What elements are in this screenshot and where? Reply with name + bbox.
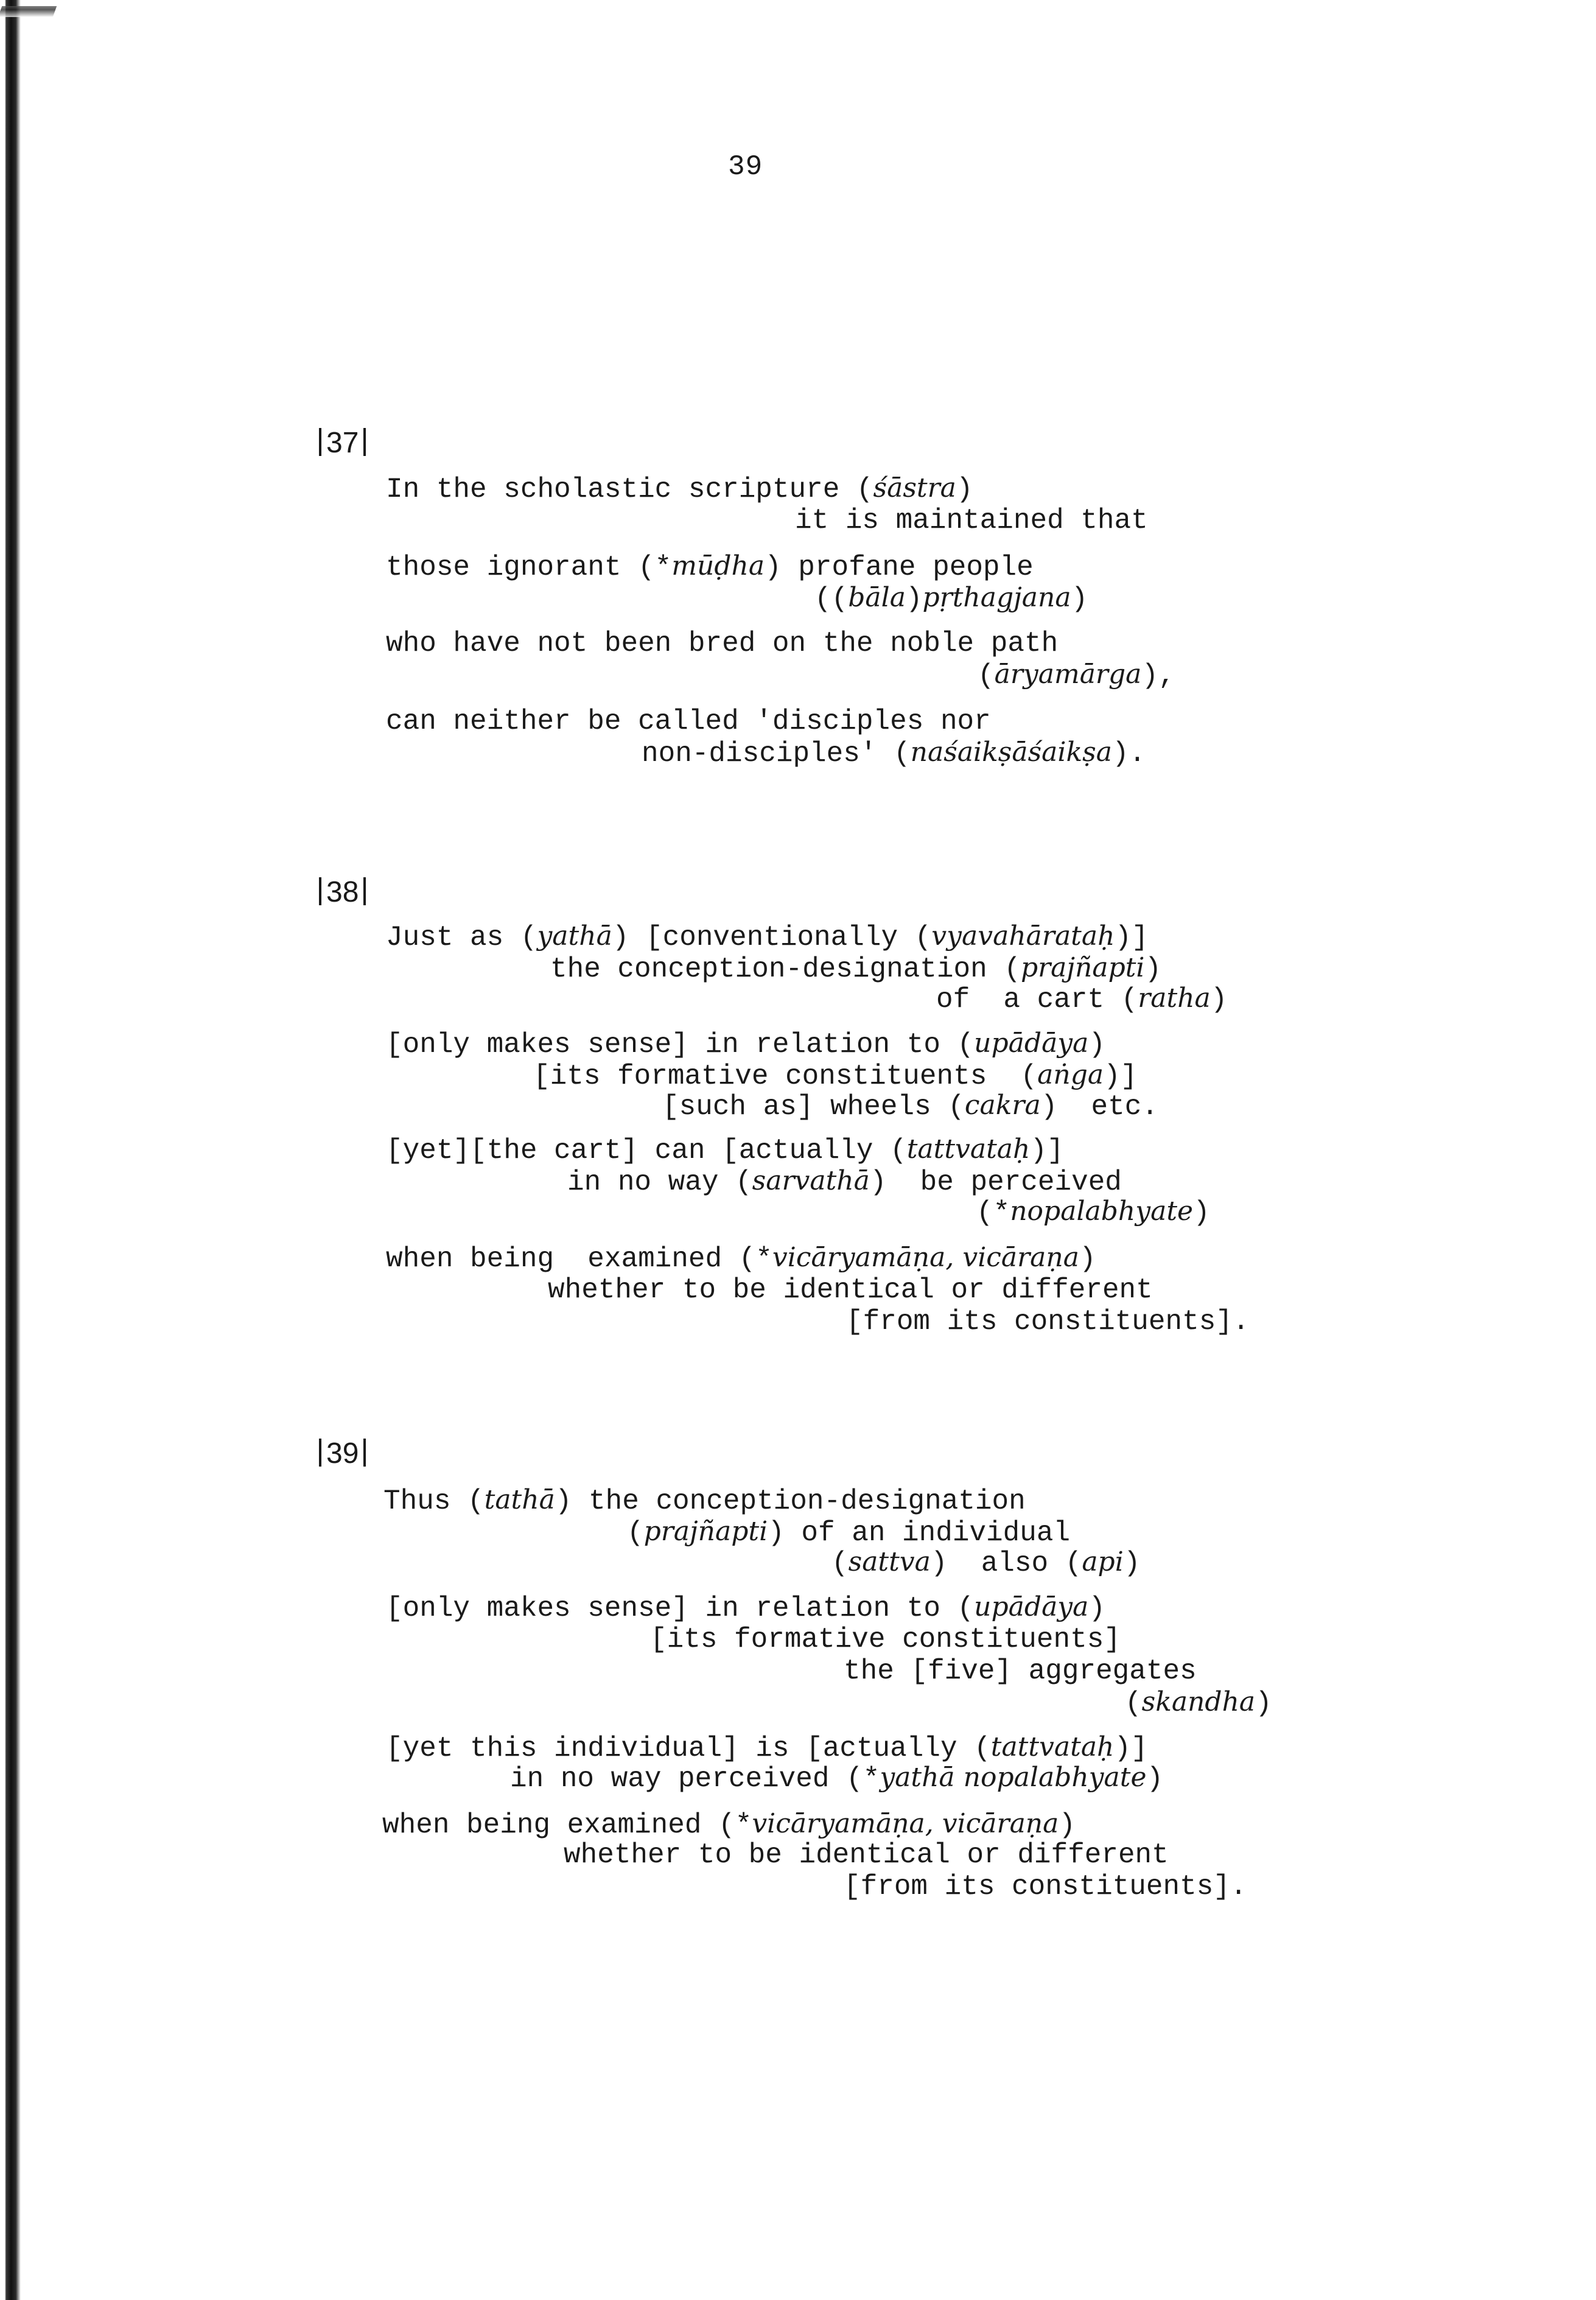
text-run: [from its constituents]. (844, 1871, 1247, 1902)
text-run: [its formative constituents ( (533, 1061, 1038, 1092)
scan-corner-mark (0, 6, 57, 17)
text-run: ( (978, 660, 995, 692)
text-line (831, 1546, 1141, 1579)
text-run: (( (814, 583, 849, 615)
text-line (386, 707, 991, 735)
text-line (650, 1625, 1121, 1653)
text-run: ( (1125, 1688, 1142, 1719)
sanskrit-term: śāstra (873, 472, 956, 503)
text-run: in no way ( (567, 1166, 752, 1198)
sanskrit-term: yathā nopalabhyate (880, 1762, 1147, 1793)
text-line (383, 1484, 1026, 1517)
sanskrit-term: mūḍha (671, 550, 765, 581)
text-run: ) (1079, 1243, 1096, 1275)
text-line (1125, 1686, 1272, 1719)
text-line (382, 1808, 1076, 1841)
sanskrit-term: āryamārga (994, 659, 1142, 690)
text-run: whether to be identical or different (564, 1839, 1169, 1871)
text-line (533, 1059, 1138, 1092)
text-run: )] (1030, 1135, 1064, 1166)
text-line (844, 1657, 1197, 1685)
text-run: In the scholastic scripture ( (386, 474, 873, 505)
sanskrit-term: aṅga (1037, 1059, 1104, 1090)
sanskrit-term: tathā (484, 1484, 555, 1515)
text-run: [only makes sense] in relation to ( (386, 1593, 975, 1624)
text-run: ) profane people (765, 552, 1034, 583)
text-run: [such as] wheels ( (662, 1091, 965, 1123)
text-run: ( (831, 1548, 849, 1579)
sanskrit-term: tattvataḥ (990, 1731, 1115, 1762)
text-run: ( (627, 1517, 644, 1549)
sanskrit-term: api (1082, 1546, 1124, 1577)
text-run: ) be perceived (869, 1166, 1122, 1198)
sanskrit-term: upādāya (974, 1028, 1089, 1059)
text-line (386, 1030, 1105, 1059)
sanskrit-term: cakra (964, 1090, 1041, 1121)
text-run: who have not been bred on the noble path (386, 628, 1059, 659)
text-line (386, 1136, 1064, 1165)
text-run: [only makes sense] in relation to ( (386, 1029, 975, 1061)
text-run: those ignorant (* (386, 552, 672, 583)
text-line (386, 1591, 1106, 1624)
sanskrit-term: nopalabhyate (1010, 1196, 1194, 1227)
text-run: Thus ( (383, 1485, 485, 1517)
text-line (846, 1308, 1250, 1336)
text-line (386, 472, 973, 505)
text-run: ) of an individual (768, 1517, 1071, 1549)
text-run: ) the conception-designation (555, 1485, 1026, 1517)
text-run: the conception-designation ( (550, 953, 1021, 985)
text-line (386, 629, 1058, 657)
text-run: whether to be identical or different (548, 1274, 1153, 1306)
text-run: ) (1193, 1197, 1210, 1229)
text-run: (* (976, 1197, 1010, 1229)
sanskrit-term: sarvathā (752, 1165, 870, 1196)
text-run: )] (1114, 1733, 1148, 1764)
text-run: ) (1255, 1688, 1272, 1719)
sanskrit-term: vyavahārataḥ (931, 920, 1115, 952)
text-run: )] (1115, 922, 1149, 953)
sanskrit-term: sattva (848, 1546, 931, 1577)
page-number: 39 (728, 151, 763, 183)
text-run: the [five] aggregates (844, 1655, 1197, 1687)
sanskrit-term: yathā (537, 920, 612, 952)
text-line (386, 550, 1034, 583)
text-line (814, 584, 1088, 613)
sanskrit-term: prajñapti (643, 1516, 768, 1547)
text-run: ) (1144, 953, 1162, 985)
sanskrit-term: tattvataḥ (906, 1134, 1031, 1165)
text-run: can neither be called 'disciples nor (386, 706, 991, 737)
text-run: when being examined (* (382, 1809, 752, 1841)
text-run: of a cart ( (936, 984, 1138, 1015)
text-line (386, 1244, 1096, 1273)
sanskrit-term: upādāya (974, 1591, 1089, 1622)
text-line (662, 1092, 1158, 1121)
sanskrit-term: ratha (1138, 983, 1211, 1014)
text-line (548, 1276, 1153, 1304)
text-run: Just as ( (386, 922, 537, 953)
text-run: in no way perceived (* (510, 1763, 880, 1795)
text-run: ) (1088, 1029, 1106, 1061)
text-run: )] (1104, 1061, 1138, 1092)
text-run: [its formative constituents] (650, 1624, 1121, 1655)
sanskrit-term: vicāryamāṇa, vicāraṇa (772, 1242, 1079, 1273)
text-line (795, 507, 1148, 535)
text-line (844, 1873, 1247, 1901)
text-line (627, 1518, 1070, 1547)
scan-binding-edge (0, 0, 22, 2300)
text-run: ) also ( (930, 1548, 1082, 1579)
text-run: ) (1123, 1548, 1141, 1579)
text-run: non-disciples' ( (642, 738, 911, 770)
text-run: it is maintained that (795, 505, 1148, 536)
text-run: ). (1111, 738, 1146, 770)
text-line (642, 739, 1146, 768)
text-run: ) (905, 583, 923, 615)
text-run: when being examined (* (386, 1243, 772, 1275)
section-number-38: 38 (314, 875, 371, 909)
text-run: [yet this individual] is [actually ( (386, 1733, 991, 1764)
sanskrit-term: pṛthagjana (922, 582, 1071, 613)
text-line (550, 952, 1162, 985)
text-run: ) [conventionally ( (612, 922, 932, 953)
text-line (386, 1731, 1148, 1764)
text-line (386, 920, 1149, 953)
sanskrit-term: vicāryamāṇa, vicāraṇa (752, 1808, 1059, 1839)
text-line (567, 1165, 1122, 1198)
text-run: ) (956, 474, 973, 505)
text-run: ) (1146, 1763, 1164, 1795)
text-run: ) (1059, 1809, 1076, 1841)
text-line (936, 985, 1227, 1014)
sanskrit-term: skandha (1141, 1686, 1256, 1717)
text-run: ) etc. (1040, 1091, 1158, 1123)
text-line (978, 661, 1175, 690)
text-run: ) (1071, 583, 1088, 615)
text-run: ) (1088, 1593, 1106, 1624)
text-run: ), (1141, 660, 1175, 692)
text-line (510, 1764, 1163, 1793)
text-run: [yet][the cart] can [actually ( (386, 1135, 907, 1166)
section-number-37: 37 (314, 426, 371, 460)
sanskrit-term: naśaikṣāśaikṣa (910, 737, 1112, 768)
sanskrit-term: prajñapti (1020, 952, 1145, 983)
text-run: [from its constituents]. (846, 1306, 1250, 1338)
text-line (564, 1841, 1169, 1869)
sanskrit-term: bāla (848, 582, 906, 613)
text-line (976, 1198, 1210, 1227)
section-number-39: 39 (314, 1437, 371, 1470)
text-run: ) (1210, 984, 1228, 1015)
